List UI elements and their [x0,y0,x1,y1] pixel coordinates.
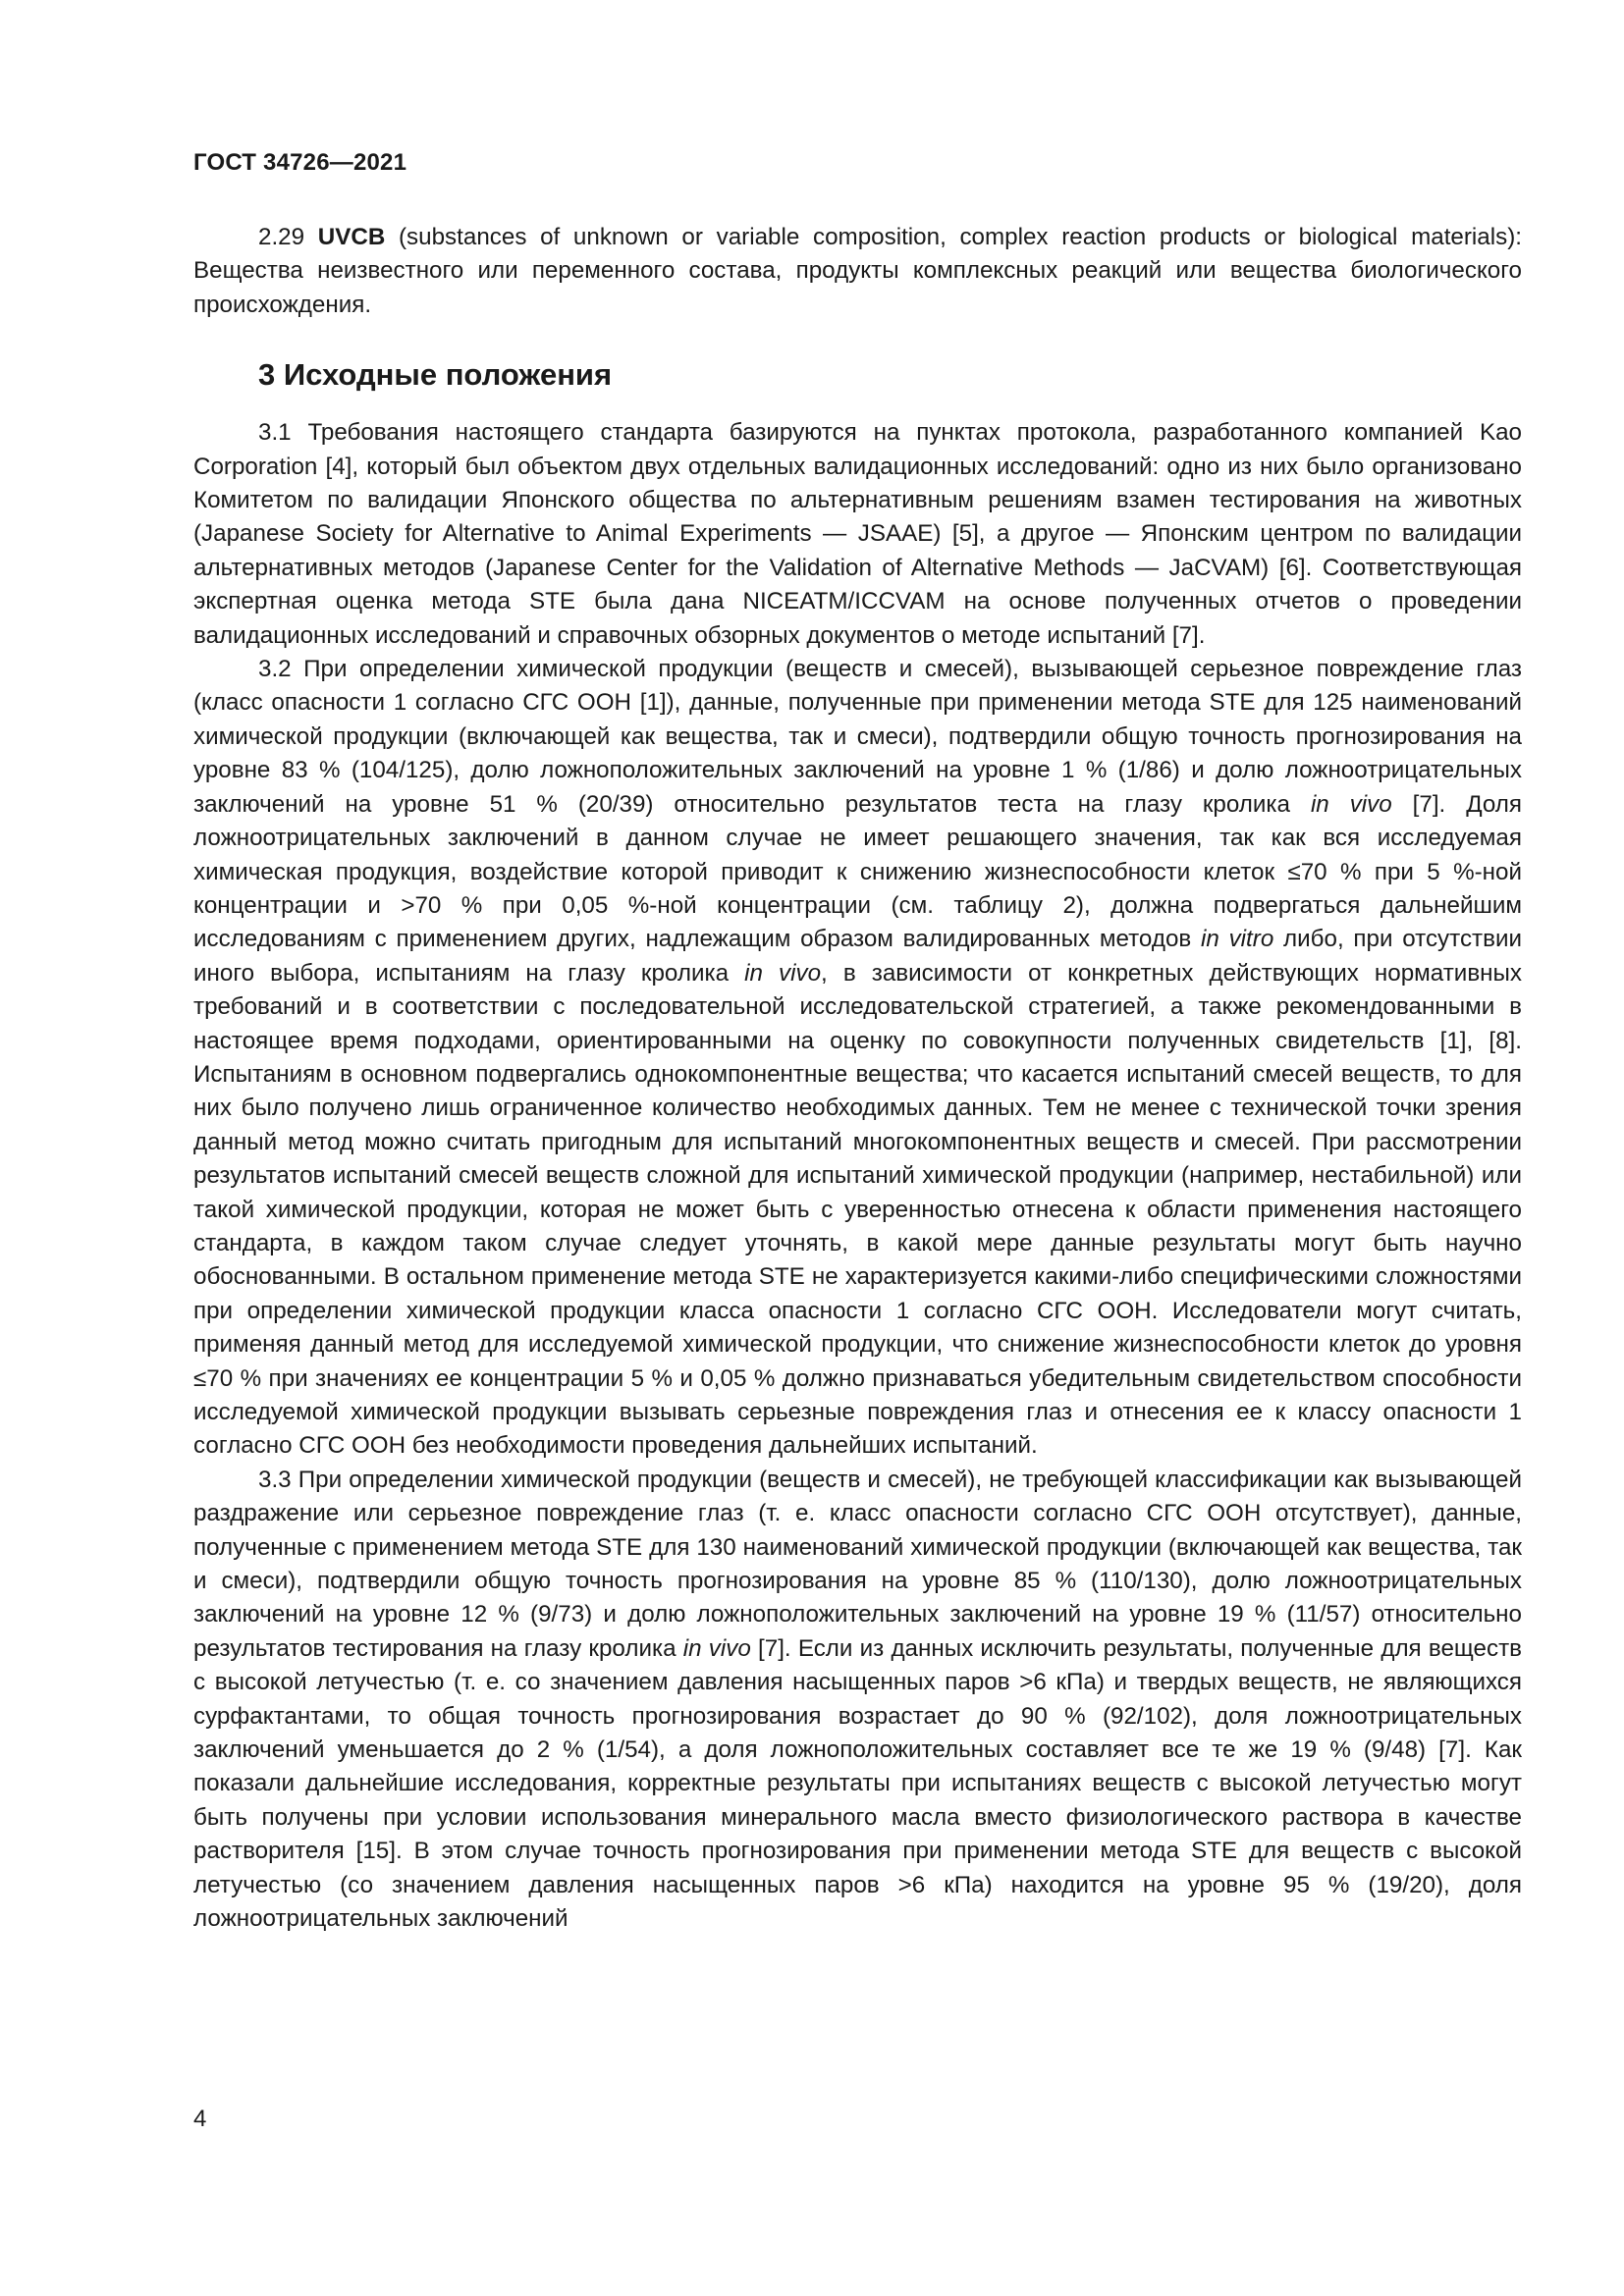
paragraph-3-1: 3.1 Требования настоящего стандарта базируются на пунктах протокола, разработанного компанией Kao Corporation [4], который был объектом двух отдельных валидационных исследований: одно из них было организовано Комитетом по валидации Японского общества по альтернативным решениям взамен тестирования на животных (Japanese Society for Alternative to Animal Experiments — JSAAE) [5], а другое — Японским центром по валидации альтернативных методов (Japanese Center for the Validation of Alternative Methods — JaCVAM) [6]. Соответствующая экспертная оценка метода STE была дана NICEATM/ICCVAM на основе полученных отчетов о проведении валидационных исследований и справочных обзорных документов о методе испытаний [7]. [193,419,1522,649]
text-run: , в зависимости от конкретных действующих нормативных требований и в соответствии с последовательной исследовательской стратегией, а также рекомендованными в настоящее время подходами, ориентированными на оценку по совокупности полученных свидетельств [1], [8]. Испытаниям в основном подвергались однокомпонентные вещества; что касается испытаний смесей веществ, то для них было получено лишь ограниченное количество необходимых данных. Тем не менее с технической точки зрения данный метод можно считать пригодным для испытаний многокомпонентных веществ и смесей. При рассмотрении результатов испытаний смесей веществ сложной для испытаний химической продукции (например, нестабильной) или такой химической продукции, которая не может быть с уверенностью отнесена к области применения настоящего стандарта, в каждом таком случае следует уточнять, в какой мере данные результаты могут быть научно обоснованными. В остальном применение метода STE не характеризуется какими-либо специфическими сложностями при определении химической продукции класса опасности 1 согласно СГС ООН. Исследователи могут считать, применяя данный метод для исследуемой химической продукции, что снижение жизнеспособности клеток до уровня ≤70 % при значениях ее концентрации 5 % и 0,05 % должно признаваться убедительным свидетельством способности исследуемой химической продукции вызывать серьезные повреждения глаз и отнесения ее к классу опасности 1 согласно СГС ООН без необходимости проведения дальнейших испытаний. [193,959,1523,1460]
document-body [193,221,1522,1937]
term-uvcb: UVCB [317,224,386,250]
text-run: [7]. Если из данных исключить результаты, полученные для веществ с высокой летучестью (т. е. со значением давления насыщенных паров >6 кПа) и твердых веществ, не являющихся сурфактантами, то общая точность прогнозирования возрастает до 90 % (92/102), доля ложноотрицательных заключений уменьшается до 2 % (1/54), а доля ложноположительных составляет все те же 19 % (9/48) [7]. Как показали дальнейшие исследования, корректные результаты при испытаниях веществ с высокой летучестью могут быть получены при условии использования минерального масла вместо физиологического раствора в качестве растворителя [15]. В этом случае точность прогнозирования при применении метода STE для веществ с высокой летучестью (со значением давления насыщенных паров >6 кПа) находится на уровне 95 % (19/20), доля ложноотрицательных заключений [193,1634,1522,1933]
text-run: [7]. Доля ложноотрицательных заключений в данном случае не имеет решающего значения, так как вся исследуемая химическая продукция, воздействие которой приводит к снижению жизнеспособности клеток ≤70 % при 5 %-ной концентрации и >70 % при 0,05 %-ной концентрации (см. таблицу 2), должна подвергаться дальнейшим исследованиям с применением других, надлежащим образом валидированных методов [193,790,1522,953]
paragraph-text: (substances of unknown or variable composition, complex reaction products or biological materials): Вещества неизвестного или переменного состава, продукты комплексных реакций или вещества биологического происхождения. [193,224,1522,318]
text-run: 3.3 При определении химической продукции (веществ и смесей), не требующей классификации как вызывающей раздражение или серьезное повреждение глаз (т. е. класс опасности согласно СГС ООН отсутствует), данные, полученные с применением метода STE для 130 наименований химической продукции (включающей как вещества, так и смеси), подтвердили общую точность прогнозирования на уровне 85 % (110/130), долю ложноотрицательных заключений на уровне 12 % (9/73) и долю ложноположительных заключений на уровне 19 % (11/57) относительно результатов тестирования на глазу кролика [193,1466,1522,1662]
italic-term: in vivo [1310,790,1392,818]
section-heading: 3 Исходные положения [258,357,613,393]
document-header: ГОСТ 34726—2021 [193,149,407,176]
page-number: 4 [193,2106,207,2132]
paragraph-3-2 [193,653,1522,1464]
italic-term: in vivo [682,1634,751,1662]
paragraph-number: 2.29 [258,224,305,250]
paragraph-2-29 [193,221,1522,322]
paragraph-3-3 [193,1464,1522,1937]
italic-term: in vitro [1201,926,1274,953]
text-run: 3.2 При определении химической продукции (веществ и смесей), вызывающей серьезное повреждение глаз (класс опасности 1 согласно СГС ООН [1]), данные, полученные при применении метода STE для 125 наименований химической продукции (включающей как вещества, так и смеси), подтвердили общую точность прогнозирования на уровне 83 % (104/125), долю ложноположительных заключений на уровне 1 % (1/86) и долю ложноотрицательных заключений на уровне 51 % (20/39) относительно результатов теста на глазу кролика [193,656,1522,818]
italic-term: in vivo [744,959,822,987]
text-run: либо, при отсутствии иного выбора, испытаниям на глазу кролика [193,926,1523,987]
